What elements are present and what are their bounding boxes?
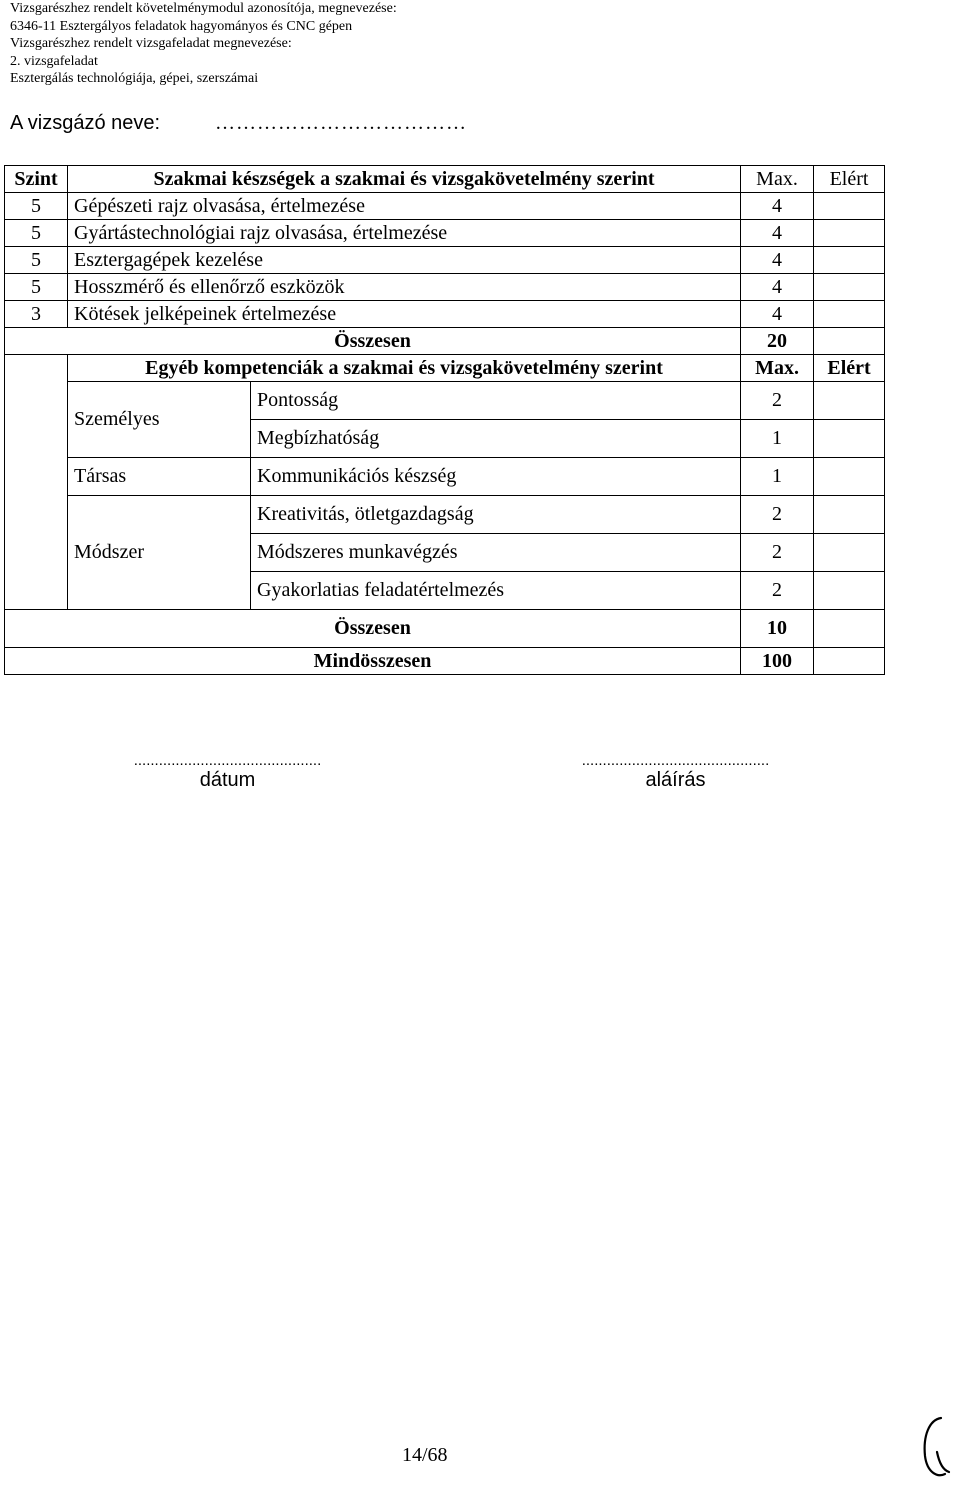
- skill-achieved-cell[interactable]: [814, 193, 885, 220]
- competency-total-label: Összesen: [5, 610, 741, 648]
- signature-label: aláírás: [645, 769, 706, 791]
- skills-total-row: [5, 328, 885, 355]
- skill-name: Esztergagépek kezelése: [68, 247, 741, 274]
- competency-name: Módszeres munkavégzés: [251, 534, 741, 572]
- competency-total-row: [5, 610, 885, 648]
- header-achieved: Elért: [814, 166, 885, 193]
- competency-max: 2: [741, 534, 814, 572]
- skills-total-value: 20: [741, 328, 814, 355]
- skill-achieved-cell[interactable]: [814, 220, 885, 247]
- competency-achieved-cell[interactable]: [814, 458, 885, 496]
- competency-max: 2: [741, 382, 814, 420]
- competency-category: Személyes: [68, 382, 251, 458]
- skill-level: 5: [5, 220, 68, 247]
- date-line[interactable]: .............................................: [133, 752, 322, 769]
- competency-achieved-cell[interactable]: [814, 382, 885, 420]
- competency-achieved-cell[interactable]: [814, 572, 885, 610]
- header-skills: Szakmai készségek a szakmai és vizsgakövetelmény szerint: [68, 166, 741, 193]
- skill-level: 5: [5, 247, 68, 274]
- page-number: 14/68: [402, 1444, 448, 1466]
- header-max: Max.: [741, 355, 814, 382]
- competency-name: Kreativitás, ötletgazdagság: [251, 496, 741, 534]
- competency-category: Módszer: [68, 496, 251, 610]
- skill-achieved-cell[interactable]: [814, 301, 885, 328]
- skill-name: Gépészeti rajz olvasása, értelmezése: [68, 193, 741, 220]
- table-row: [5, 274, 885, 301]
- skill-max: 4: [741, 193, 814, 220]
- date-block: [100, 752, 355, 792]
- handwritten-mark-icon: [915, 1412, 955, 1482]
- signature-line[interactable]: .............................................: [581, 752, 770, 769]
- skills-header-row: [5, 166, 885, 193]
- table-row: [5, 193, 885, 220]
- blank-margin-cell: [5, 458, 68, 496]
- table-row: [5, 382, 885, 420]
- table-row: [5, 496, 885, 534]
- header-level: Szint: [5, 166, 68, 193]
- competency-achieved-cell[interactable]: [814, 496, 885, 534]
- skill-name: Hosszmérő és ellenőrző eszközök: [68, 274, 741, 301]
- header-line: Esztergálás technológiája, gépei, szerszámai: [10, 71, 259, 86]
- skill-max: 4: [741, 247, 814, 274]
- blank-margin-cell: [5, 572, 68, 610]
- competency-total-value: 10: [741, 610, 814, 648]
- competency-achieved-cell[interactable]: [814, 534, 885, 572]
- competency-name: Kommunikációs készség: [251, 458, 741, 496]
- competency-max: 2: [741, 572, 814, 610]
- competency-header-row: [5, 355, 885, 382]
- skills-total-label: Összesen: [5, 328, 741, 355]
- competency-max: 1: [741, 420, 814, 458]
- blank-margin-cell: [5, 420, 68, 458]
- grand-total-value: 100: [741, 648, 814, 675]
- skill-max: 4: [741, 220, 814, 247]
- competency-achieved-cell[interactable]: [814, 420, 885, 458]
- table-row: [5, 458, 885, 496]
- document-header: [10, 0, 397, 88]
- table-row: [5, 301, 885, 328]
- competency-max: 1: [741, 458, 814, 496]
- competency-name: Megbízhatóság: [251, 420, 741, 458]
- table-row: [5, 247, 885, 274]
- skill-name: Gyártástechnológiai rajz olvasása, értelmezése: [68, 220, 741, 247]
- skill-level: 3: [5, 301, 68, 328]
- skills-total-achieved[interactable]: [814, 328, 885, 355]
- skill-achieved-cell[interactable]: [814, 247, 885, 274]
- candidate-name-field[interactable]: ………………………………: [215, 112, 467, 134]
- header-line: 6346-11 Esztergályos feladatok hagyományos és CNC gépen: [10, 18, 353, 34]
- skill-name: Kötések jelképeinek értelmezése: [68, 301, 741, 328]
- table-row: [5, 220, 885, 247]
- header-max: Max.: [741, 166, 814, 193]
- header-achieved: Elért: [814, 355, 885, 382]
- header-line: Vizsgarészhez rendelt vizsgafeladat megnevezése:: [10, 36, 292, 51]
- competency-max: 2: [741, 496, 814, 534]
- evaluation-table: [4, 165, 885, 675]
- date-label: dátum: [199, 769, 256, 791]
- skill-level: 5: [5, 274, 68, 301]
- blank-margin-cell: [5, 496, 68, 534]
- skill-achieved-cell[interactable]: [814, 274, 885, 301]
- grand-total-row: [5, 648, 885, 675]
- header-line: Vizsgarészhez rendelt követelménymodul azonosítója, megnevezése:: [10, 1, 397, 16]
- grand-total-achieved[interactable]: [814, 648, 885, 675]
- competency-name: Pontosság: [251, 382, 741, 420]
- competency-total-achieved[interactable]: [814, 610, 885, 648]
- skill-max: 4: [741, 274, 814, 301]
- candidate-name-label: A vizsgázó neve:: [10, 112, 161, 134]
- blank-margin-cell: [5, 534, 68, 572]
- skill-max: 4: [741, 301, 814, 328]
- blank-margin-cell: [5, 355, 68, 382]
- signature-block: [548, 752, 803, 792]
- competency-category: Társas: [68, 458, 251, 496]
- header-competencies: Egyéb kompetenciák a szakmai és vizsgakövetelmény szerint: [68, 355, 741, 382]
- competency-name: Gyakorlatias feladatértelmezés: [251, 572, 741, 610]
- blank-margin-cell: [5, 382, 68, 420]
- grand-total-label: Mindösszesen: [5, 648, 741, 675]
- header-line: 2. vizsgafeladat: [10, 53, 98, 69]
- skill-level: 5: [5, 193, 68, 220]
